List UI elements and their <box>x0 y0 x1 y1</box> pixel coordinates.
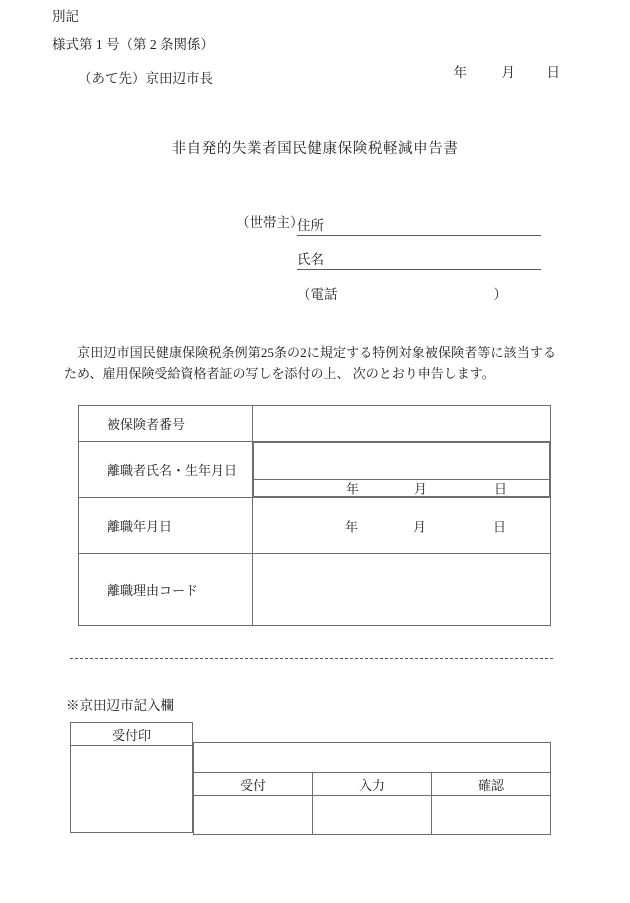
date-month-label: 月 <box>501 64 515 80</box>
table-row <box>79 406 551 442</box>
date-year-label: 年 <box>453 64 467 80</box>
leaver-name-entry[interactable] <box>254 443 550 480</box>
row-value-reason-code[interactable] <box>253 554 551 626</box>
name-label: 氏名 <box>297 252 324 267</box>
body-paragraph: 京田辺市国民健康保険税条例第25条の2に規定する特例対象被保険者等に該当するため、雇用保険受給資格者証の写しを添付の上、 次のとおり申告します。 <box>64 345 556 381</box>
address-write-line[interactable] <box>297 235 541 236</box>
office-col-header-input: 入力 <box>313 773 432 796</box>
office-cell-reception[interactable] <box>194 796 313 835</box>
separation-month-label: 月 <box>413 519 427 534</box>
address-label: 住所 <box>297 218 324 233</box>
office-section-label: ※京田辺市記入欄 <box>66 698 174 713</box>
declaration-table <box>78 405 551 626</box>
office-cell-confirm[interactable] <box>432 796 551 835</box>
table-row <box>79 554 551 626</box>
row-label-reason-code: 離職理由コード <box>79 554 253 626</box>
table-row <box>79 498 551 554</box>
receipt-stamp-area[interactable] <box>71 746 192 834</box>
householder-label: （世帯主） <box>236 215 304 230</box>
receipt-stamp-box <box>70 722 193 833</box>
form-number: 様式第 1 号（第 2 条関係） <box>52 37 214 52</box>
appendix-note: 別記 <box>52 9 79 24</box>
row-value-leaver-name-dob[interactable] <box>253 442 551 498</box>
dob-year-label: 年 <box>346 481 360 497</box>
phone-close-paren: ） <box>493 287 507 302</box>
table-row <box>194 796 551 835</box>
document-title: 非自発的失業者国民健康保険税軽減申告書 <box>171 141 459 157</box>
table-header-row <box>194 773 551 796</box>
office-processing-table <box>193 772 551 835</box>
row-value-insured-number[interactable] <box>253 406 551 442</box>
leaver-dob-entry[interactable] <box>254 480 550 497</box>
row-label-separation-date: 離職年月日 <box>79 498 253 554</box>
date-day-label: 日 <box>546 64 560 80</box>
addressee-line: （あて先）京田辺市長 <box>78 71 213 86</box>
table-row <box>79 442 551 498</box>
row-value-separation-date[interactable] <box>253 498 551 554</box>
office-cell-input[interactable] <box>313 796 432 835</box>
name-field-row[interactable] <box>297 248 541 270</box>
phone-label: （電話 <box>297 287 338 302</box>
dashed-divider <box>70 658 553 659</box>
address-field-row[interactable] <box>297 214 541 236</box>
separation-day-label: 日 <box>493 519 507 534</box>
office-upper-blank-cell <box>193 742 551 772</box>
row-label-leaver-name-dob: 離職者氏名・生年月日 <box>79 442 253 498</box>
separation-year-label: 年 <box>345 519 359 534</box>
name-write-line[interactable] <box>297 269 541 270</box>
phone-field-row[interactable] <box>297 283 507 305</box>
office-col-header-reception: 受付 <box>194 773 313 796</box>
date-line <box>440 52 560 93</box>
dob-day-label: 日 <box>494 481 508 497</box>
receipt-stamp-label: 受付印 <box>71 723 192 746</box>
row-label-insured-number: 被保険者番号 <box>79 406 253 442</box>
dob-month-label: 月 <box>414 481 428 497</box>
office-col-header-confirm: 確認 <box>432 773 551 796</box>
